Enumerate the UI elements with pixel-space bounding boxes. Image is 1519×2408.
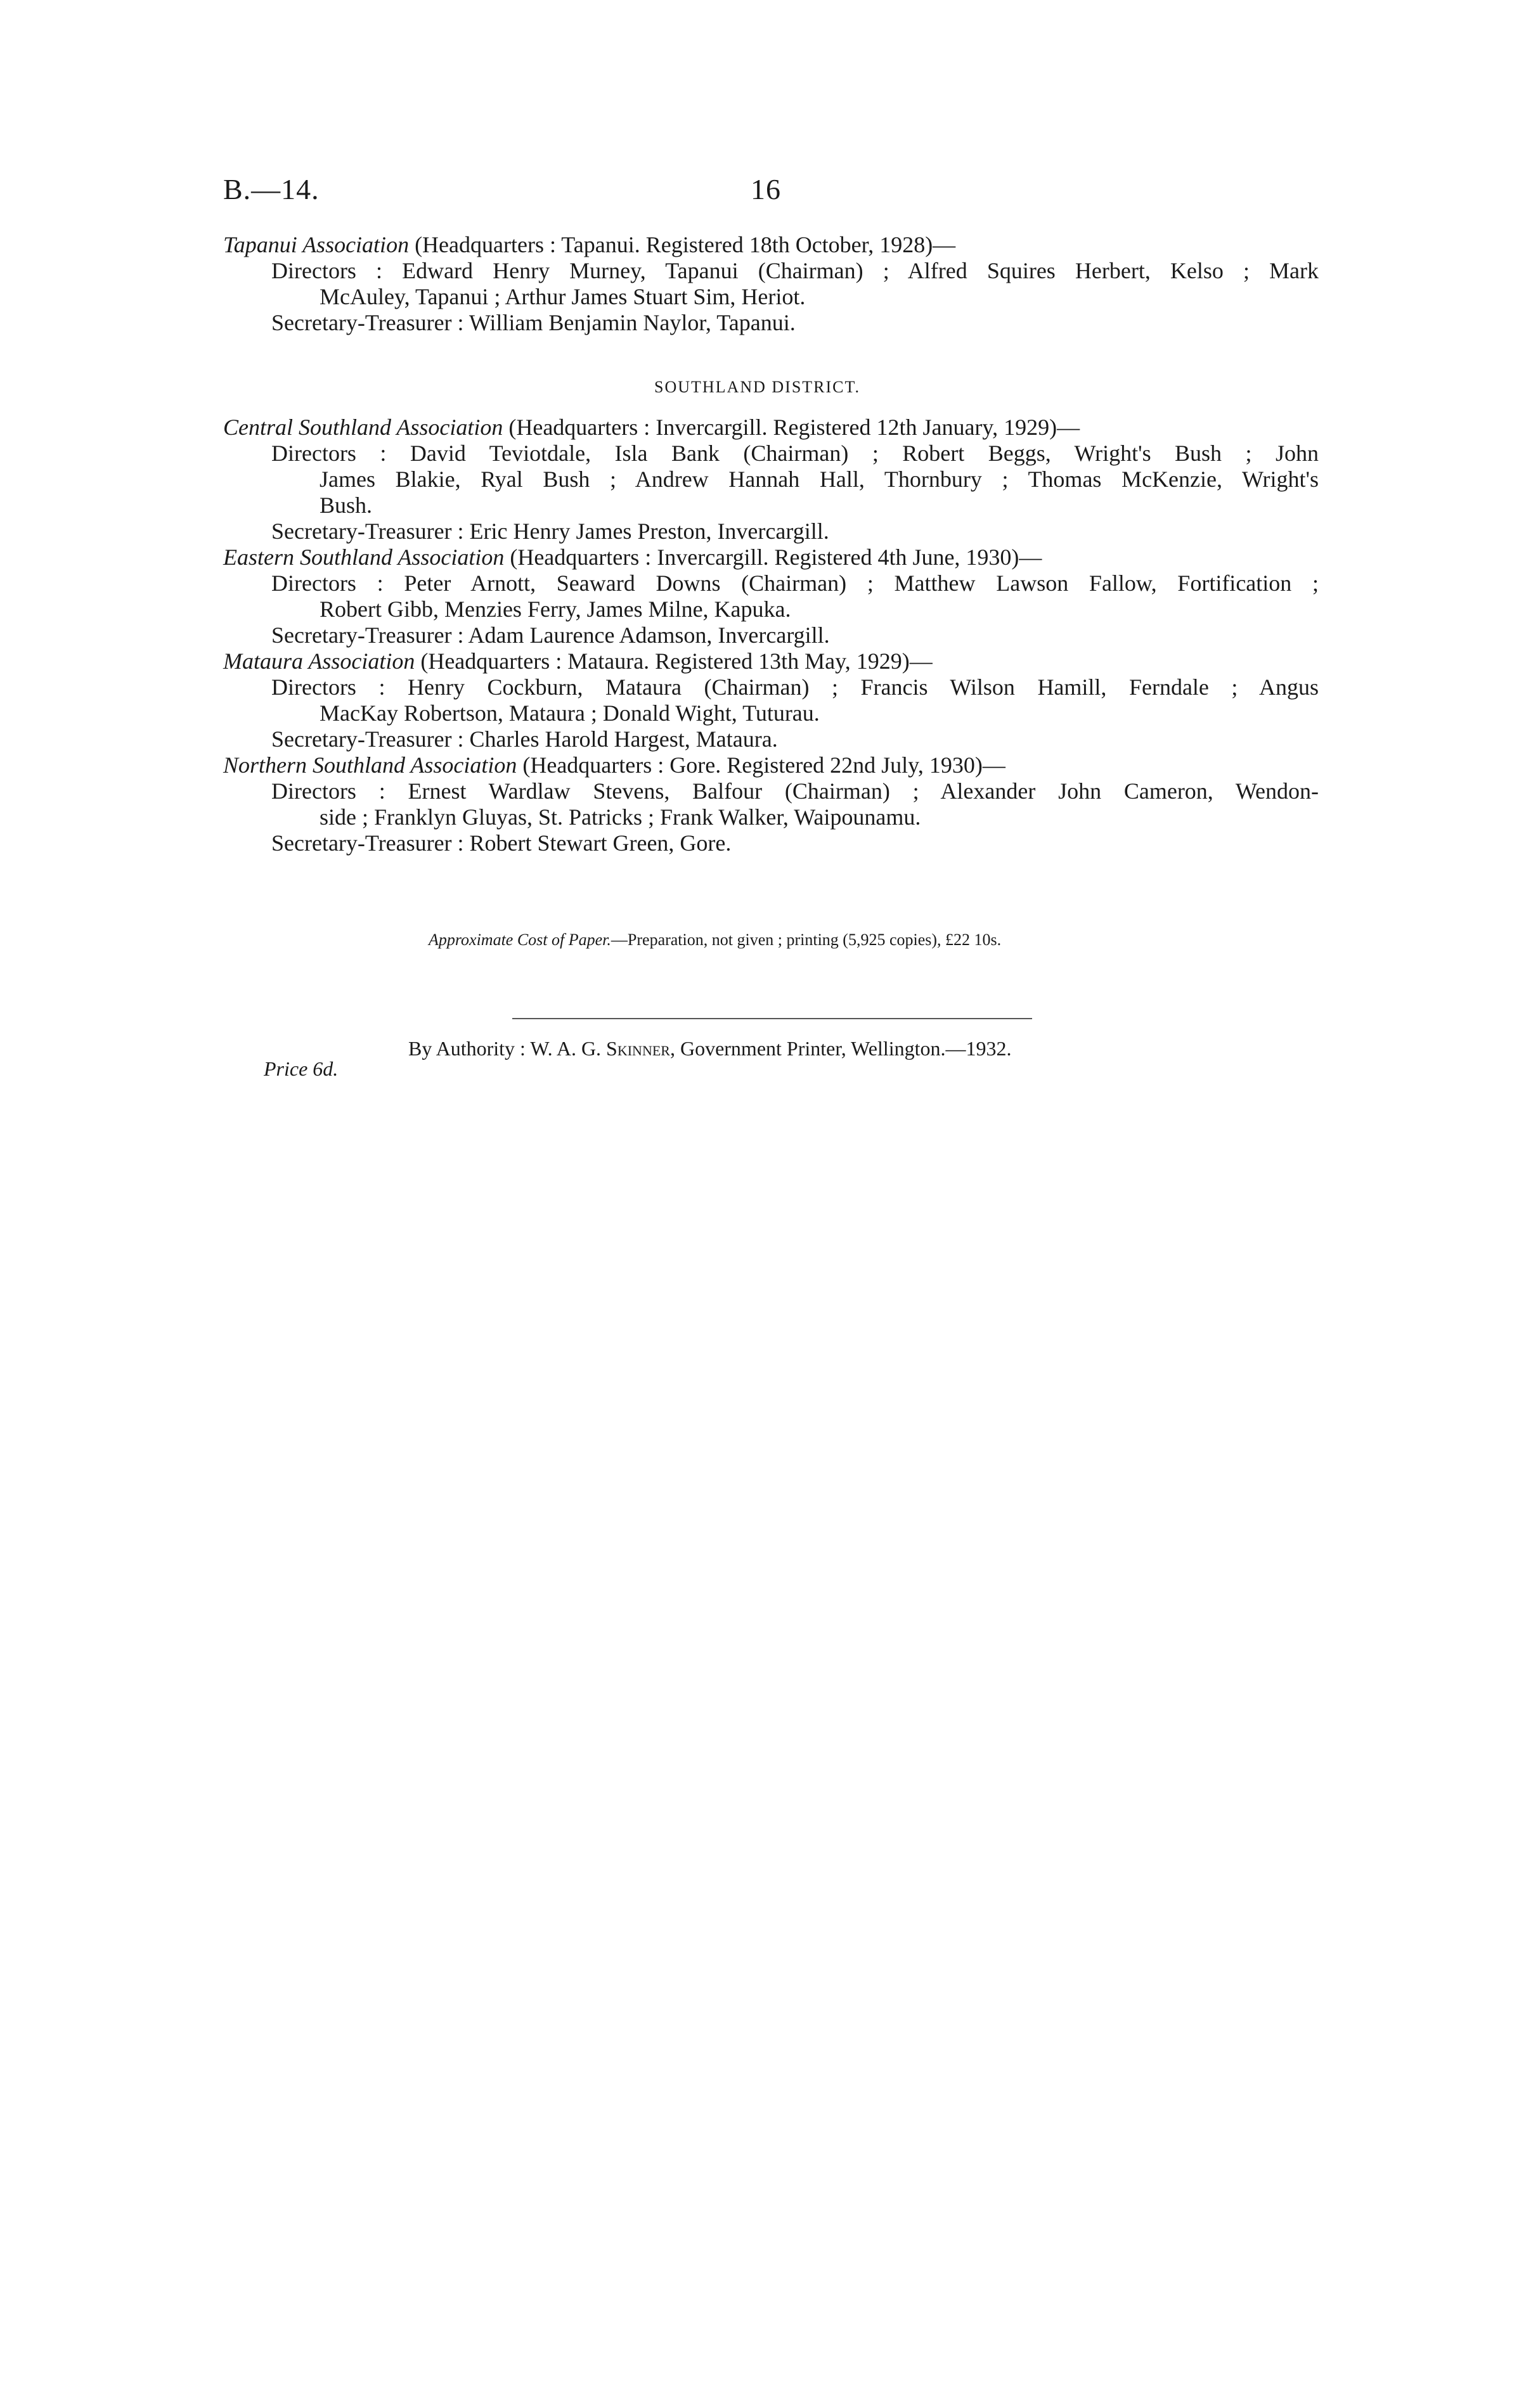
association-details: (Headquarters : Mataura. Registered 13th May, 1929)— (415, 648, 933, 674)
imprint-prefix: By Authority : W. A. G. (408, 1037, 607, 1060)
price: Price 6d. (264, 1057, 339, 1080)
secretary-treasurer: Secretary-Treasurer : William Benjamin Naylor, Tapanui. (271, 310, 796, 335)
association-details: (Headquarters : Tapanui. Registered 18th October, 1928)— (409, 232, 956, 257)
directors-line: Robert Gibb, Menzies Ferry, James Milne, Kapuka. (320, 596, 791, 622)
directors-line: MacKay Robertson, Mataura ; Donald Wight, Tuturau. (320, 700, 820, 726)
central-southland-association-heading (223, 415, 1080, 441)
mataura-association-heading (223, 648, 933, 674)
printer-name: Skinner (606, 1037, 670, 1060)
directors-line: Directors : Edward Henry Murney, Tapanui (Chairman) ; Alfred Squires Herbert, Kelso ; Mark (271, 258, 1319, 283)
association-name: Mataura Association (223, 648, 415, 674)
directors-line: Directors : Henry Cockburn, Mataura (Chairman) ; Francis Wilson Hamill, Ferndale ; Angus (271, 674, 1319, 700)
footer-rule (512, 1018, 1032, 1019)
secretary-treasurer: Secretary-Treasurer : Eric Henry James Preston, Invercargill. (271, 518, 829, 544)
directors-line: Directors : Peter Arnott, Seaward Downs (Chairman) ; Matthew Lawson Fallow, Fortification ; (271, 570, 1319, 596)
directors-line: side ; Franklyn Gluyas, St. Patricks ; Frank Walker, Waipounamu. (320, 804, 921, 830)
directors-line: Directors : Ernest Wardlaw Stevens, Balfour (Chairman) ; Alexander John Cameron, Wendon- (271, 778, 1319, 804)
tapanui-association-heading (223, 232, 955, 258)
association-details: (Headquarters : Invercargill. Registered 12th January, 1929)— (503, 415, 1080, 440)
imprint-suffix: , Government Printer, Wellington.—1932. (669, 1037, 1012, 1060)
directors-line: Bush. (320, 493, 373, 518)
association-details: (Headquarters : Invercargill. Registered 4th June, 1930)— (504, 544, 1042, 570)
secretary-treasurer: Secretary-Treasurer : Charles Harold Hargest, Mataura. (271, 726, 778, 752)
secretary-treasurer: Secretary-Treasurer : Robert Stewart Green, Gore. (271, 830, 732, 856)
directors-line: James Blakie, Ryal Bush ; Andrew Hannah Hall, Thornbury ; Thomas McKenzie, Wright's (320, 467, 1319, 492)
cost-of-paper-note (429, 930, 1001, 950)
association-details: (Headquarters : Gore. Registered 22nd July, 1930)— (517, 752, 1005, 778)
northern-southland-association-heading (223, 752, 1005, 778)
printer-imprint (408, 1036, 1012, 1062)
association-name: Northern Southland Association (223, 752, 517, 778)
directors-line: McAuley, Tapanui ; Arthur James Stuart Sim, Heriot. (320, 284, 806, 309)
secretary-treasurer: Secretary-Treasurer : Adam Laurence Adamson, Invercargill. (271, 622, 830, 648)
association-name: Eastern Southland Association (223, 544, 505, 570)
association-name: Tapanui Association (223, 232, 410, 257)
association-name: Central Southland Association (223, 415, 503, 440)
cost-text: —Preparation, not given ; printing (5,925 copies), £22 10s. (611, 930, 1002, 949)
eastern-southland-association-heading (223, 544, 1042, 570)
directors-line: Directors : David Teviotdale, Isla Bank (Chairman) ; Robert Beggs, Wright's Bush ; John (271, 441, 1319, 466)
district-heading: SOUTHLAND DISTRICT. (654, 378, 860, 396)
cost-label: Approximate Cost of Paper. (429, 930, 611, 949)
page-number: 16 (751, 173, 781, 205)
document-number: B.—14. (223, 173, 320, 205)
